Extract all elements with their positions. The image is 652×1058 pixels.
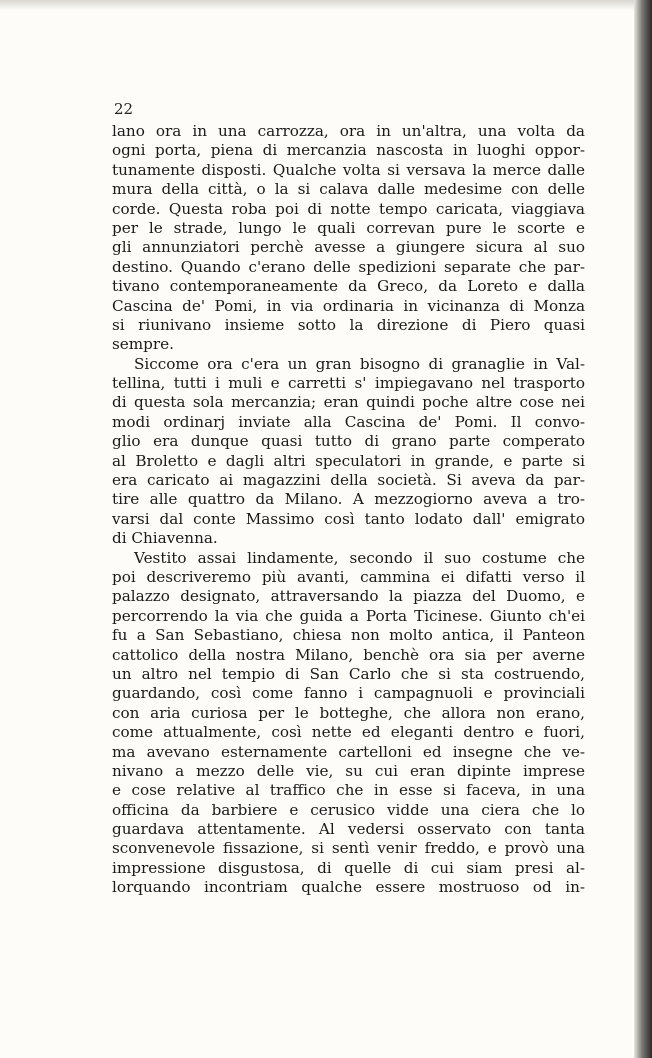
- text-line: ogni porta, piena di mercanzia nascosta in luoghi oppor-: [112, 141, 585, 160]
- text-line: mura della città, o la si calava dalle medesime con delle: [112, 180, 585, 199]
- text-line: era caricato ai magazzini della società. Si aveva da par-: [112, 471, 585, 490]
- text-line: glio era dunque quasi tutto di grano parte comperato: [112, 432, 585, 451]
- text-line: tunamente disposti. Qualche volta si versava la merce dalle: [112, 160, 585, 179]
- text-line: al Broletto e dagli altri speculatori in grande, e parte si: [112, 451, 585, 470]
- text-line: ma avevano esternamente cartelloni ed insegne che ve-: [112, 742, 585, 761]
- body-text: [112, 122, 585, 898]
- text-line: fu a San Sebastiano, chiesa non molto antica, il Panteon: [112, 626, 585, 645]
- text-line: e cose relative al traffico che in esse si faceva, in una: [112, 781, 585, 800]
- text-line: poi descriveremo più avanti, cammina ei difatti verso il: [112, 567, 585, 586]
- text-line: gli annunziatori perchè avesse a giungere sicura al suo: [112, 238, 585, 257]
- text-line: lano ora in una carrozza, ora in un'altra, una volta da: [112, 122, 585, 140]
- text-line: lorquando incontriam qualche essere mostruoso od in-: [112, 878, 585, 897]
- text-line: palazzo designato, attraversando la piazza del Duomo, e: [112, 587, 585, 606]
- text-line: modi ordinarj inviate alla Cascina de' Pomi. Il convo-: [112, 412, 585, 431]
- text-line: nivano a mezzo delle vie, su cui eran dipinte imprese: [112, 761, 585, 780]
- text-line: percorrendo la via che guida a Porta Ticinese. Giunto ch'ei: [112, 606, 585, 625]
- text-line: con aria curiosa per le botteghe, che allora non erano,: [112, 703, 585, 722]
- text-line: destino. Quando c'erano delle spedizioni separate che par-: [112, 257, 585, 276]
- text-line: per le strade, lungo le quali correvan pure le scorte e: [112, 218, 585, 237]
- text-line: si riunivano insieme sotto la direzione di Piero quasi: [112, 315, 585, 334]
- text-line: impressione disgustosa, di quelle di cui siam presi al-: [112, 858, 585, 877]
- text-line: Cascina de' Pomi, in via ordinaria in vicinanza di Monza: [112, 296, 585, 315]
- text-line: sconvenevole fissazione, si sentì venir freddo, e provò una: [112, 839, 585, 858]
- text-line: tivano contemporaneamente da Greco, da Loreto e dalla: [112, 277, 585, 296]
- text-line: corde. Questa roba poi di notte tempo caricata, viaggiava: [112, 199, 585, 218]
- text-line: tire alle quattro da Milano. A mezzogiorno aveva a tro-: [112, 490, 585, 509]
- page-binding-shadow: [634, 0, 652, 1058]
- text-line: cattolico della nostra Milano, benchè ora sia per averne: [112, 645, 585, 664]
- text-line: sempre.: [112, 335, 174, 354]
- text-line: guardava attentamente. Al vedersi osservato con tanta: [112, 820, 585, 839]
- text-line: officina da barbiere e cerusico vidde una ciera che lo: [112, 800, 585, 819]
- text-line: Siccome ora c'era un gran bisogno di granaglie in Val-: [134, 354, 585, 373]
- text-line: un altro nel tempio di San Carlo che si sta costruendo,: [112, 664, 585, 683]
- text-line: di Chiavenna.: [112, 529, 218, 548]
- text-line: guardando, così come fanno i campagnuoli e provinciali: [112, 684, 585, 703]
- text-line: Vestito assai lindamente, secondo il suo costume che: [134, 548, 585, 567]
- text-line: tellina, tutti i muli e carretti s' impiegavano nel trasporto: [112, 374, 585, 393]
- text-line: di questa sola mercanzia; eran quindi poche altre cose nei: [112, 393, 585, 412]
- page-number: 22: [114, 100, 134, 118]
- page-top-edge: [0, 0, 652, 10]
- text-line: come attualmente, così nette ed eleganti dentro e fuori,: [112, 723, 585, 742]
- text-line: varsi dal conte Massimo così tanto lodato dall' emigrato: [112, 509, 585, 528]
